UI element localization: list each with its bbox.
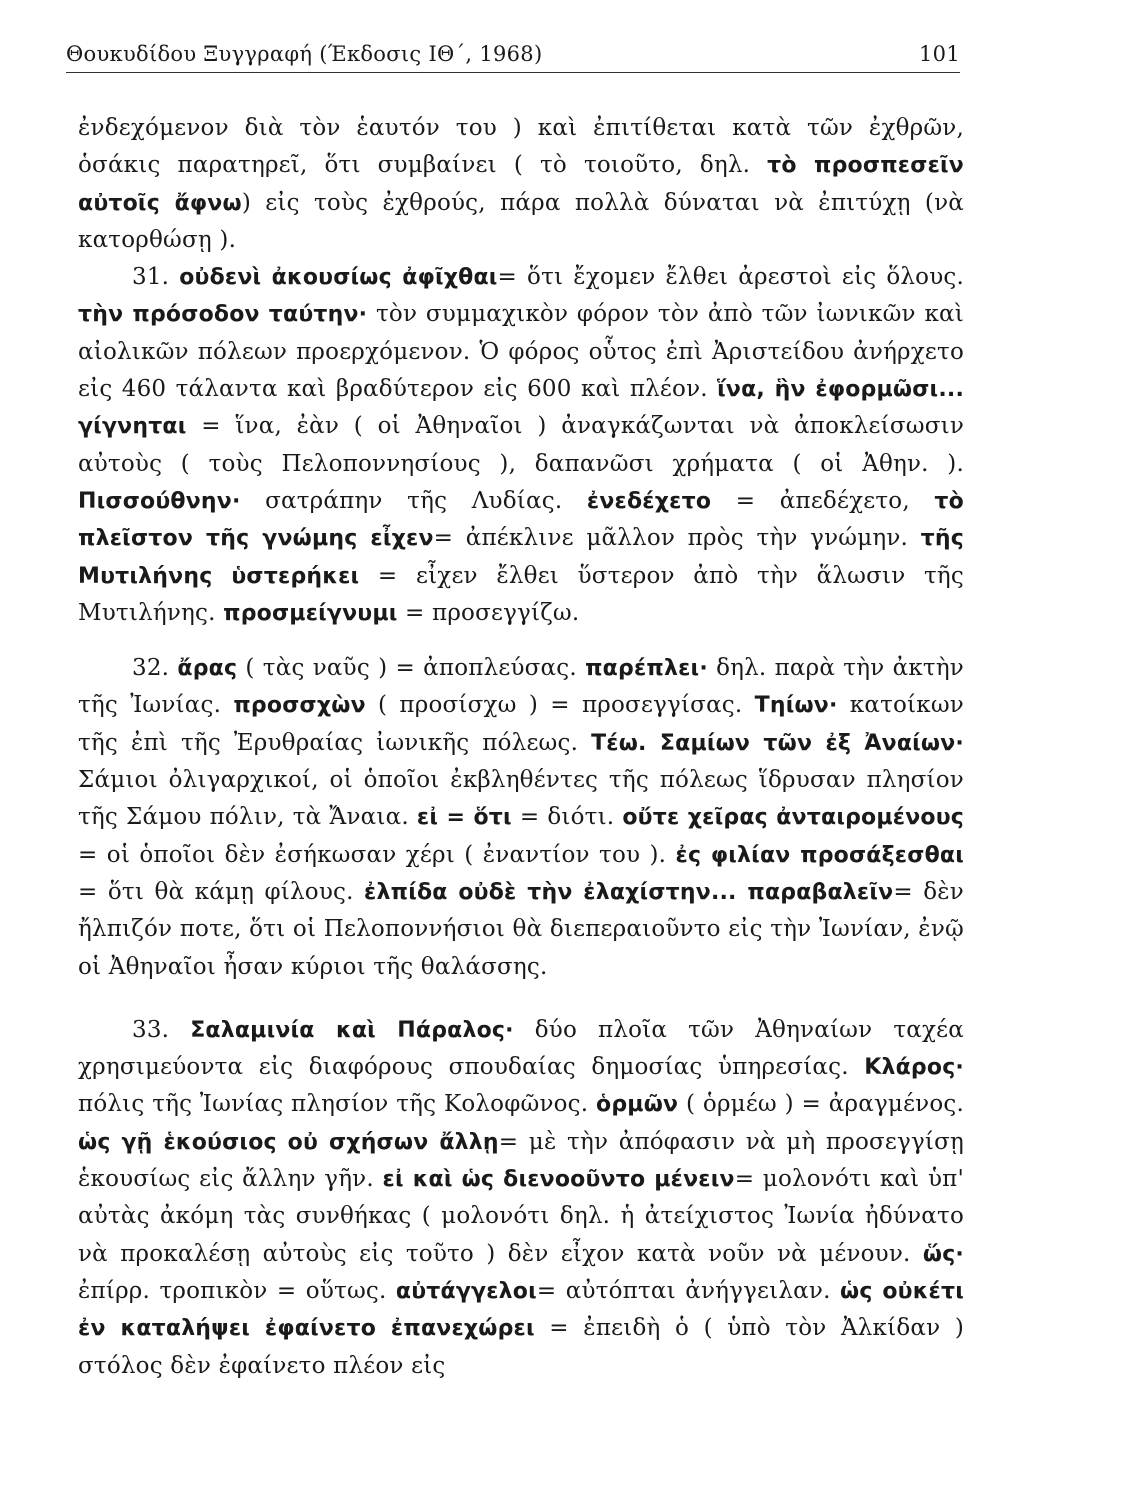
lemma-term: Κλάρος·: [864, 1055, 964, 1081]
lemma-term: ὡς γῇ ἑκούσιος οὐ σχήσων ἄλλῃ: [78, 1129, 499, 1155]
lemma-term: εἰ = ὅτι: [416, 805, 512, 831]
gloss-text: πόλις τῆς Ἰωνίας πλησίον τῆς Κολοφῶνος.: [78, 1091, 597, 1118]
lemma-term: ὥς·: [922, 1241, 964, 1267]
commentary-body: [78, 110, 964, 1385]
gloss-text: 33.: [132, 1016, 191, 1043]
gloss-text: 31.: [132, 264, 180, 291]
gloss-text: = ἐπειδὴ ὁ ( ὑπὸ τὸν Ἀλκίδαν ) στόλος δὲν ἐφαίνετο πλέον εἰς: [78, 1315, 964, 1379]
gloss-text: ἐνδεχόμενον διὰ τὸν ἑαυτόν του ) καὶ ἐπιτίθεται κατὰ τῶν ἐχθρῶν, ὁσάκις παρατηρεῖ, ὅτι συμβαίνει ( τὸ τοιοῦτο, δηλ.: [78, 115, 964, 179]
lemma-term: παρέπλει·: [585, 656, 708, 682]
lemma-term: τὸ προσπεσεῖν αὐτοῖς ἄφνω: [78, 153, 964, 216]
gloss-text: κατοίκων τῆς ἐπὶ τῆς Ἐρυθραίας ἰωνικῆς πόλεως.: [78, 692, 964, 756]
lemma-term: ἐς φιλίαν προσάξεσθαι: [675, 842, 964, 868]
gloss-text: σατράπην τῆς Λυδίας.: [240, 487, 587, 514]
gloss-text: = μὲ τὴν ἀπόφασιν νὰ μὴ προσεγγίσῃ ἑκουσίως εἰς ἄλλην γῆν.: [78, 1128, 964, 1193]
gloss-text: ( ὁρμέω ) = ἀραγμένος.: [678, 1091, 965, 1118]
gloss-text: = δὲν ἤλπιζόν ποτε, ὅτι οἱ Πελοποννήσιοι θὰ διεπεραιοῦντο εἰς τὴν Ἰωνίαν, ἐνῷ οἱ Ἀθηναῖοι ἦσαν κύριοι τῆς θαλάσσης.: [78, 878, 964, 980]
paragraph: [78, 259, 964, 632]
lemma-term: Τέω. Σαμίων τῶν ἐξ Ἀναίων·: [591, 730, 964, 756]
lemma-term: τὴν πρόσοδον ταύτην·: [78, 302, 368, 328]
gloss-text: τὸν συμμαχικὸν φόρον τὸν ἀπὸ τῶν ἰωνικῶν καὶ αἰολικῶν πόλεων προερχόμενον. Ὁ φόρος οὗτος ἐπὶ Ἀριστείδου ἀνήρχετο εἰς 460 τάλαντα καὶ βραδύτερον εἰς 600 καὶ πλέον.: [78, 301, 964, 403]
lemma-term: οὐδενὶ ἀκουσίως ἀφῖχθαι: [179, 265, 498, 291]
paragraph: [78, 650, 964, 986]
gloss-text: = ὅτι θὰ κάμῃ φίλους.: [78, 878, 365, 905]
page-number: 101: [919, 42, 960, 66]
gloss-text: δύο πλοῖα τῶν Ἀθηναίων ταχέα χρησιμεύοντα εἰς διαφόρους σπουδαίας δημοσίας ὑπηρεσίας.: [78, 1016, 964, 1081]
gloss-text: ( προσίσχω ) = προσεγγίσας.: [365, 692, 755, 719]
gloss-text: = οἱ ὁποῖοι δὲν ἐσήκωσαν χέρι ( ἐναντίον του ).: [78, 841, 676, 868]
gloss-text: = εἶχεν ἔλθει ὕστερον ἀπὸ τὴν ἅλωσιν τῆς Μυτιλήνης.: [78, 562, 964, 626]
gloss-text: = διότι.: [511, 804, 623, 831]
lemma-term: ἐλπίδα οὐδὲ τὴν ἐλαχίστην... παραβαλεῖν: [364, 879, 894, 905]
lemma-term: αὐτάγγελοι: [395, 1278, 537, 1304]
gloss-text: = ὅτι ἔχομεν ἔλθει ἀρεστοὶ εἰς ὅλους.: [497, 264, 964, 291]
gloss-text: Σάμιοι ὀλιγαρχικοί, οἱ ὁποῖοι ἐκβληθέντες τῆς πόλεως ἵδρυσαν πλησίον τῆς Σάμου πόλιν, τὰ Ἄναια.: [78, 767, 964, 831]
header-title: Θουκυδίδου Ξυγγραφή (Έκδοσις ΙΘ΄, 1968): [66, 42, 543, 66]
lemma-term: ἄρας: [177, 656, 238, 682]
lemma-term: ἐνεδέχετο: [586, 488, 712, 514]
gloss-text: ) εἰς τοὺς ἐχθρούς, πάρα πολλὰ δύναται νὰ ἐπιτύχῃ (νὰ κατορθώσῃ ).: [78, 189, 964, 253]
lemma-term: εἰ καὶ ὡς διενοοῦντο μένειν: [382, 1167, 735, 1193]
lemma-term: τὸ πλεῖστον τῆς γνώμης εἶχεν: [78, 488, 964, 552]
lemma-term: ἵνα, ἣν ἐφορμῶσι... γίγνηται: [78, 377, 964, 440]
lemma-term: Σαλαμινία καὶ Πάραλος·: [190, 1017, 514, 1043]
gloss-text: ( τὰς ναῦς ) = ἀποπλεύσας.: [237, 655, 586, 682]
paragraph: [78, 110, 964, 259]
gloss-text: = μολονότι καὶ ὑπ' αὐτὰς ἀκόμη τὰς συνθήκας ( μολονότι δηλ. ἡ ἀτείχιστος Ἰωνία ἠδύνατο νὰ προκαλέσῃ αὐτοὺς εἰς τοῦτο ) δὲν εἶχον κατὰ νοῦν νὰ μένουν.: [78, 1166, 965, 1267]
gloss-text: = ἵνα, ἐὰν ( οἱ Ἀθηναῖοι ) ἀναγκάζωνται νὰ ἀποκλείσωσιν αὐτοὺς ( τοὺς Πελοποννησίους ), δαπανῶσι χρήματα ( οἱ Ἀθην. ).: [78, 413, 964, 477]
lemma-term: Πισσούθνην·: [78, 488, 241, 514]
lemma-term: ὡς οὐκέτι ἐν καταλήψει ἐφαίνετο ἐπανεχώρει: [78, 1278, 965, 1342]
running-header: [66, 42, 960, 73]
gloss-text: 32.: [132, 655, 178, 682]
gloss-text: = προσεγγίζω.: [397, 599, 580, 626]
gloss-text: = ἀπέκλινε μᾶλλον πρὸς τὴν γνώμην.: [433, 525, 921, 552]
gloss-text: = ἀπεδέχετο,: [711, 487, 935, 514]
lemma-term: προσσχὼν: [233, 693, 366, 719]
lemma-term: τῆς Μυτιλήνης ὑστερήκει: [78, 526, 964, 589]
lemma-term: Τηίων·: [754, 693, 838, 719]
lemma-term: προσμείγνυμι: [223, 600, 398, 626]
lemma-term: οὔτε χεῖρας ἀνταιρομένους: [622, 805, 964, 831]
lemma-term: ὁρμῶν: [596, 1092, 679, 1118]
paragraph: [78, 1012, 964, 1385]
gloss-text: ἐπίρρ. τροπικὸν = οὕτως.: [78, 1277, 396, 1304]
gloss-text: = αὐτόπται ἀνήγγειλαν.: [536, 1277, 841, 1304]
gloss-text: δηλ. παρὰ τὴν ἀκτὴν τῆς Ἰωνίας.: [78, 655, 964, 719]
